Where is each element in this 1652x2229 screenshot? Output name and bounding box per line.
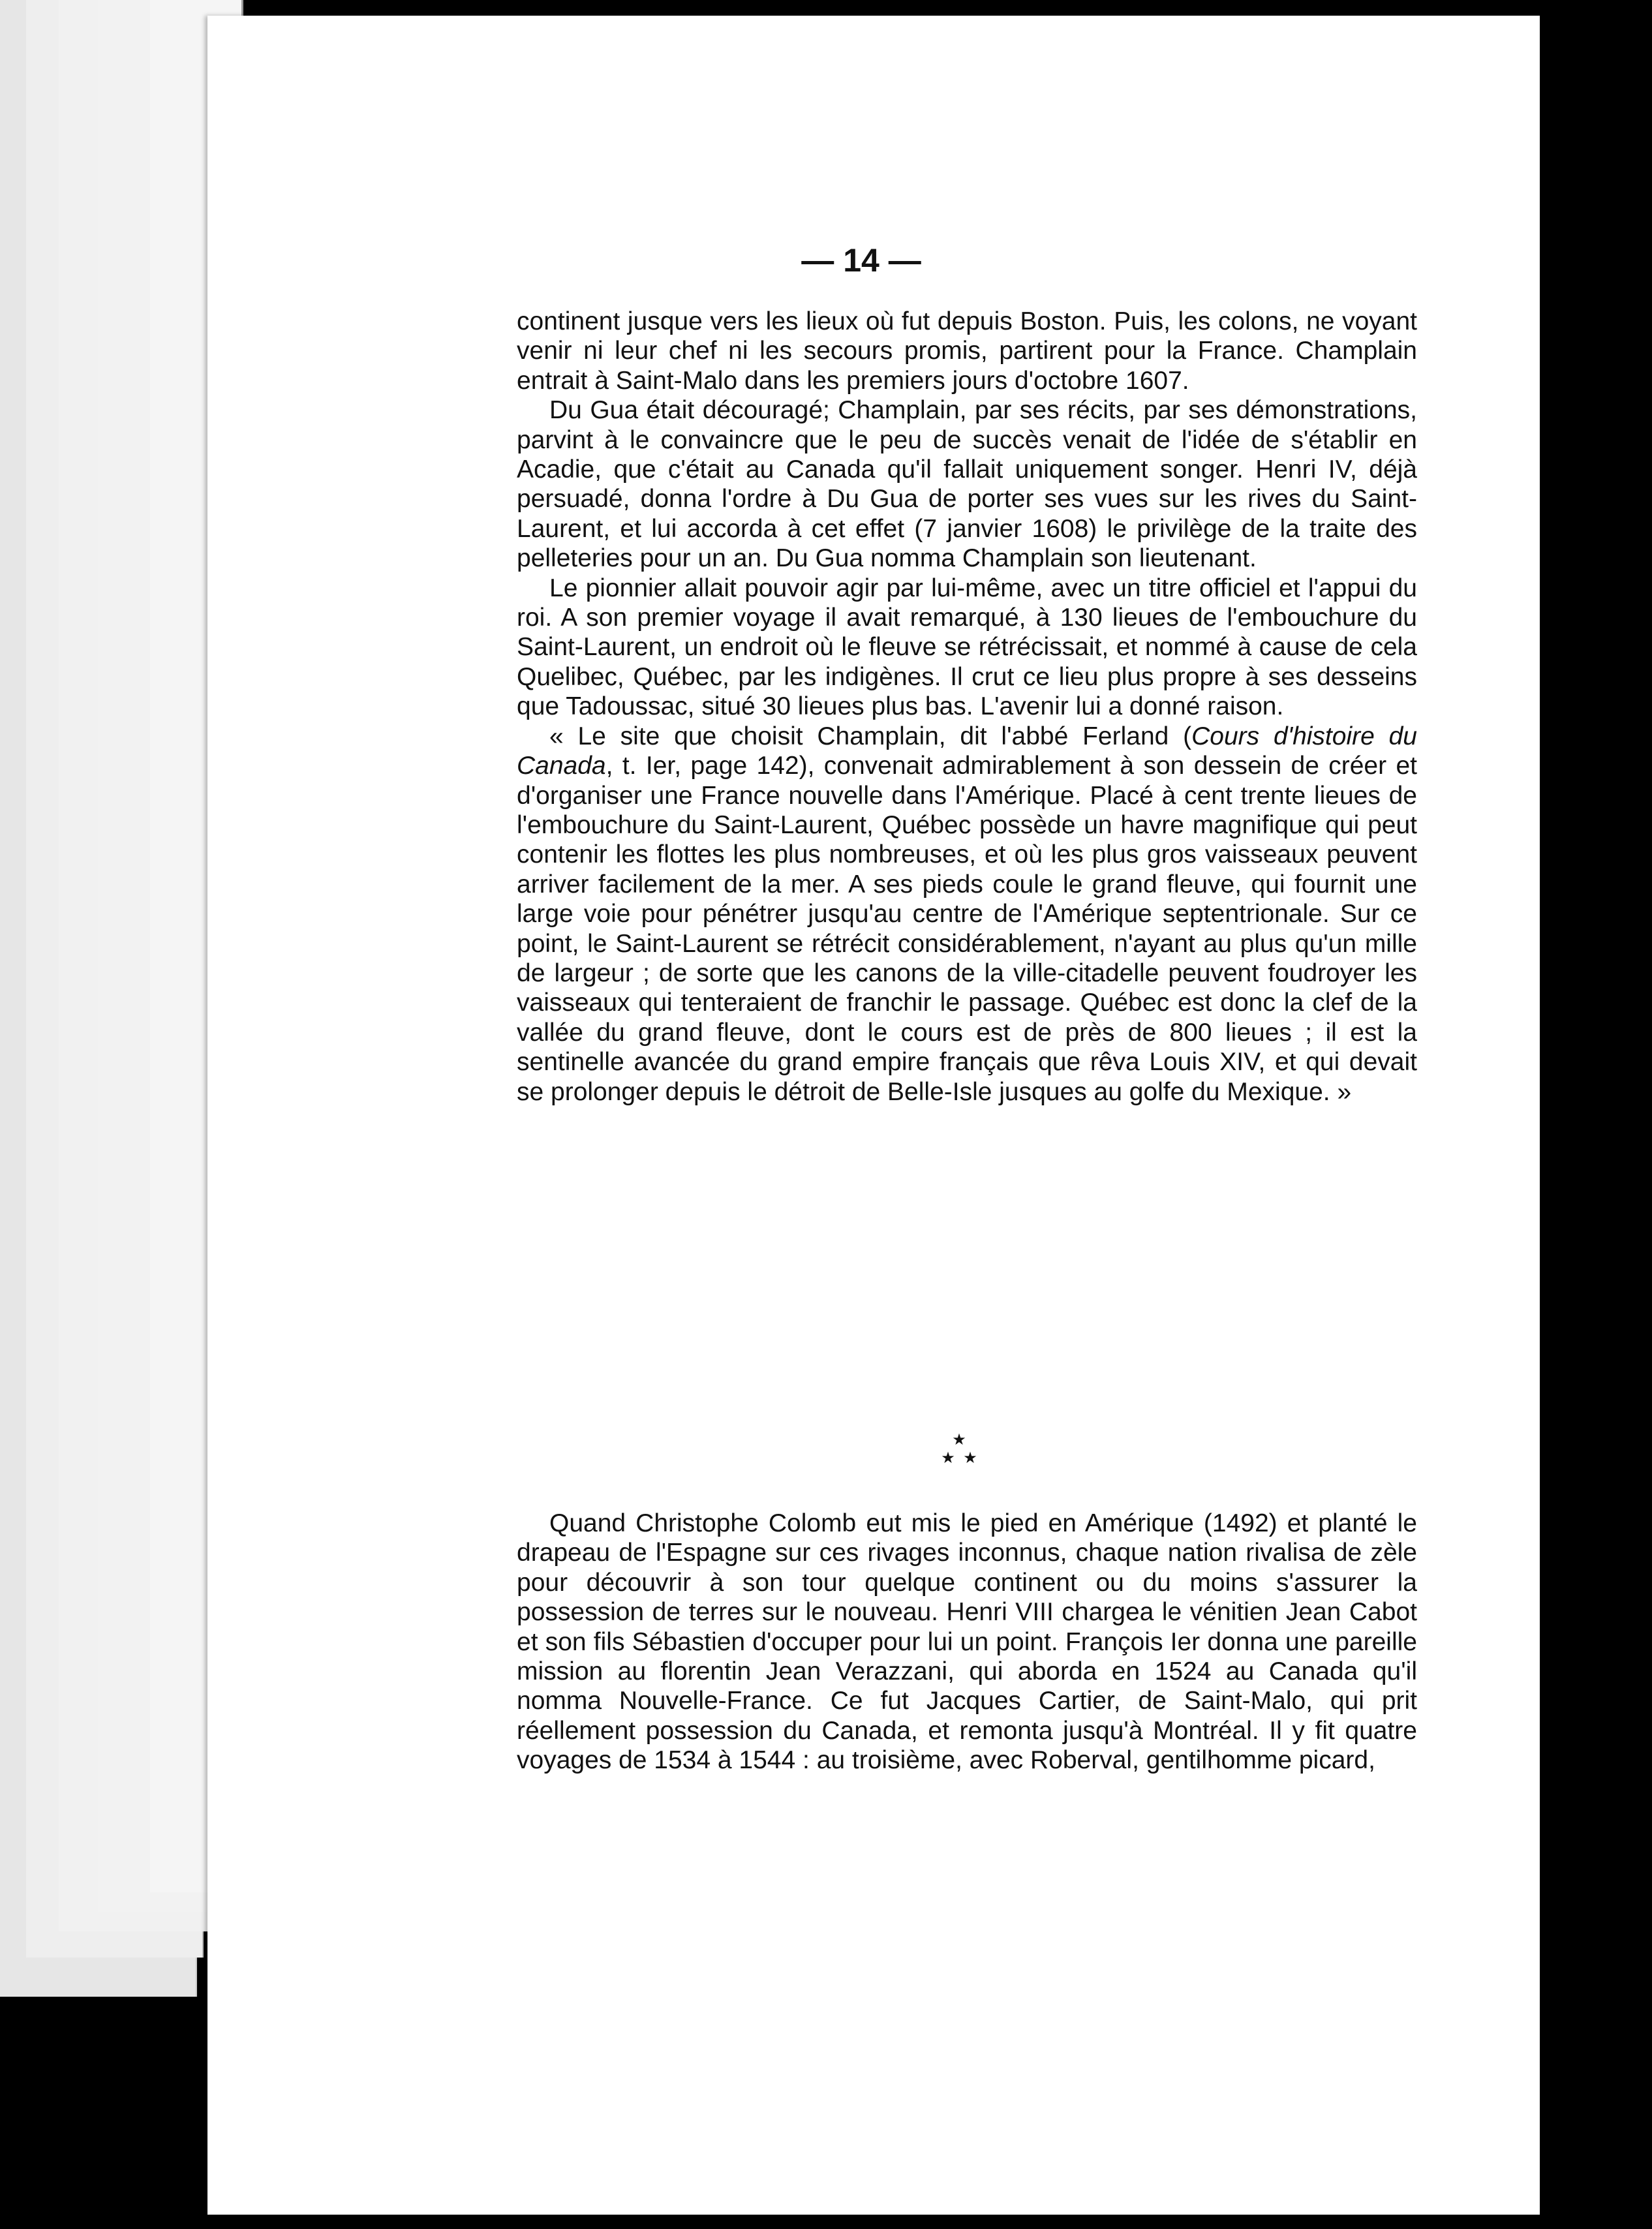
paragraph-colomb: Quand Christophe Colomb eut mis le pied en Amérique (1492) et planté le drapeau de l'Espagne sur ces rivages inconnus, chaque nation rivalisa de zèle pour découvrir à son tour quelque continent ou du moins s'assurer la possession de terres sur le nouveau. Henri VIII chargea le vénitien Jean Cabot et son fils Sébastien d'occuper pour lui un point. François Ier donna une pareille mission au florentin Jean Verazzani, qui aborda en 1524 au Canada qu'il nomma Nouvelle-France. Ce fut Jacques Cartier, de Saint-Malo, qui prit réellement possession du Canada, et remonta jusqu'à Montréal. Il y fit quatre voyages de 1534 à 1544 : au troisième, avec Roberval, gentilhomme picard, bbox=[517, 1509, 1417, 1775]
quote-part-1: « Le site que choisit Champlain, dit l'abbé Ferland ( bbox=[549, 722, 1192, 750]
quote-book-title: Cours d'histoire du Canada bbox=[517, 722, 1417, 780]
paragraph-quote-ferland bbox=[517, 722, 1417, 1107]
paragraph-du-gua: Du Gua était découragé; Champlain, par ses récits, par ses démonstrations, parvint à le convaincre que le peu de succès venait de l'idée de s'établir en Acadie, que c'était au Canada qu'il fallait uniquement songer. Henri IV, déjà persuadé, donna l'ordre à Du Gua de porter ses vues sur les rives du Saint-Laurent, et lui accorda à cet effet (7 janvier 1608) le privilège de la traite des pelleteries pour un an. Du Gua nomma Champlain son lieutenant. bbox=[517, 396, 1417, 573]
asterism-ornament bbox=[936, 1430, 982, 1469]
svg-text:★: ★ bbox=[941, 1449, 955, 1467]
paragraph-continuation: continent jusque vers les lieux où fut depuis Boston. Puis, les colons, ne voyant venir ni leur chef ni les secours promis, partirent pour la France. Champlain entrait à Saint-Malo dans les premiers jours d'octobre 1607. bbox=[517, 307, 1417, 395]
quote-part-2: , t. Ier, page 142), convenait admirablement à son dessein de créer et d'organiser une France nouvelle dans l'Amérique. Placé à cent trente lieues de l'embouchure du Saint-Laurent, Québec possède un havre magnifique qui peut contenir les flottes les plus nombreuses, et où les plus gros vaisseaux peuvent arriver facilement de la mer. A ses pieds coule le grand fleuve, qui fournit une large voie pour pénétrer jusqu'au centre de l'Amérique septentrionale. Sur ce point, le Saint-Laurent se rétrécit considérablement, n'ayant au plus qu'un mille de largeur ; de sorte que les canons de la ville-citadelle peuvent foudroyer les vaisseaux qui tenteraient de franchir le passage. Québec est donc la clef de la vallée du grand fleuve, dont le cours est de près de 800 lieues ; il est la sentinelle avancée du grand empire français que rêva Louis XIV, et qui devait se prolonger depuis le détroit de Belle-Isle jusques au golfe du Mexique. » bbox=[517, 752, 1417, 1106]
paragraph-pionnier: Le pionnier allait pouvoir agir par lui-même, avec un titre officiel et l'appui du roi. A son premier voyage il avait remarqué, à 130 lieues de l'embouchure du Saint-Laurent, un endroit où le fleuve se rétrécissait, et nommé à cause de cela Quelibec, Québec, par les indigènes. Il crut ce lieu plus propre à ses desseins que Tadoussac, situé 30 lieues plus bas. L'avenir lui a donné raison. bbox=[517, 574, 1417, 721]
text-block-bottom bbox=[517, 1509, 1417, 1776]
page-number: — 14 — bbox=[801, 242, 921, 279]
svg-text:★: ★ bbox=[963, 1449, 977, 1467]
svg-text:★: ★ bbox=[952, 1430, 966, 1449]
text-block-top bbox=[517, 307, 1417, 1107]
